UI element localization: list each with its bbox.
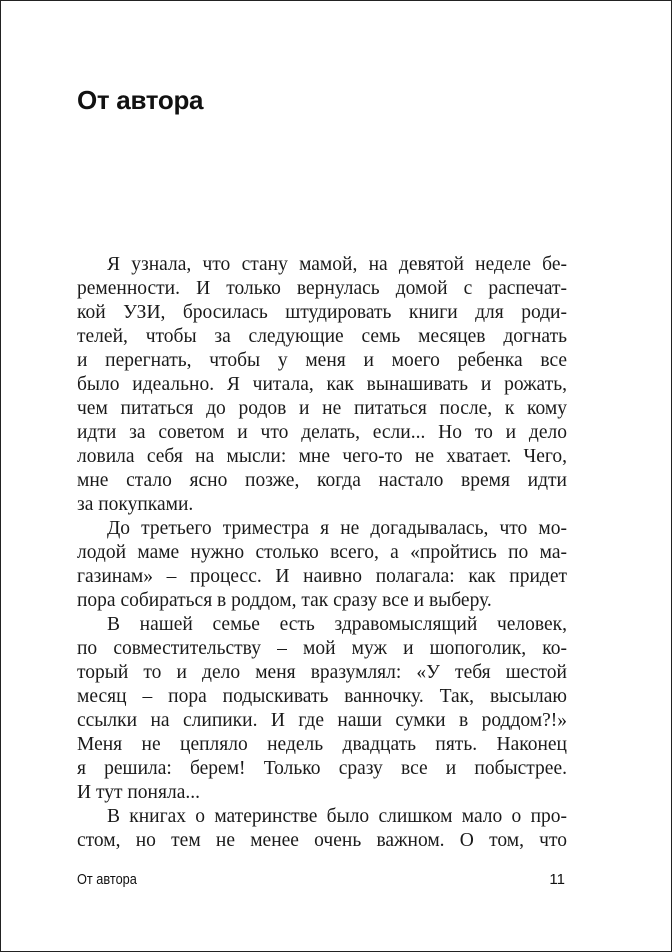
text-line: пора собираться в роддом, так сразу все и выберу. xyxy=(77,590,492,611)
text-line: стом, но тем не менее очень важном. О том, что xyxy=(77,830,567,851)
text-line: Я узнала, что стану мамой, на девятой неделе бе- xyxy=(107,254,567,275)
text-line: До третьего триместра я не догадывалась, что мо- xyxy=(107,518,567,539)
text-line: И тут поняла... xyxy=(77,782,200,803)
text-line: торый то и дело меня вразумлял: «У тебя шестой xyxy=(77,662,567,683)
paragraph xyxy=(77,613,567,805)
text-line: я решила: берем! Только сразу все и побыстрее. xyxy=(77,758,567,779)
page-number: 11 xyxy=(549,871,565,888)
chapter-title: От автора xyxy=(77,85,204,115)
text-line: ловила себя на мысли: мне чего-то не хватает. Чего, xyxy=(77,446,567,467)
text-line: мне стало ясно позже, когда настало время идти xyxy=(77,470,567,491)
text-line: телей, чтобы за следующие семь месяцев догнать xyxy=(77,326,567,347)
text-line: В книгах о материнстве было слишком мало о про- xyxy=(107,806,567,827)
text-line: Меня не цепляло недель двадцать пять. Наконец xyxy=(77,734,567,755)
text-line: ссылки на слипики. И где наши сумки в роддом?!» xyxy=(77,710,567,731)
paragraph xyxy=(77,805,567,853)
text-line: месяц – пора подыскивать ванночку. Так, высылаю xyxy=(77,686,567,707)
text-line: чем питаться до родов и не питаться после, к кому xyxy=(77,398,567,419)
text-line: по совместительству – мой муж и шопоголик, ко- xyxy=(77,638,567,659)
text-line: В нашей семье есть здравомыслящий человек, xyxy=(107,614,567,635)
paragraph xyxy=(77,517,567,613)
text-line: кой УЗИ, бросилась штудировать книги для роди- xyxy=(77,302,567,323)
text-line: было идеально. Я читала, как вынашивать и рожать, xyxy=(77,374,567,395)
paragraph xyxy=(77,253,567,517)
text-line: идти за советом и что делать, если... Но то и дело xyxy=(77,422,567,443)
text-line: и перегнать, чтобы у меня и моего ребенка все xyxy=(77,350,567,371)
text-line: лодой маме нужно столько всего, а «пройтись по ма- xyxy=(77,542,567,563)
text-line: за покупками. xyxy=(77,494,194,515)
running-footer-section: От автора xyxy=(77,871,137,888)
body-text xyxy=(77,253,567,853)
text-line: газинам» – процесс. И наивно полагала: как придет xyxy=(77,566,567,587)
text-line: ременности. И только вернулась домой с распечат- xyxy=(77,278,567,299)
